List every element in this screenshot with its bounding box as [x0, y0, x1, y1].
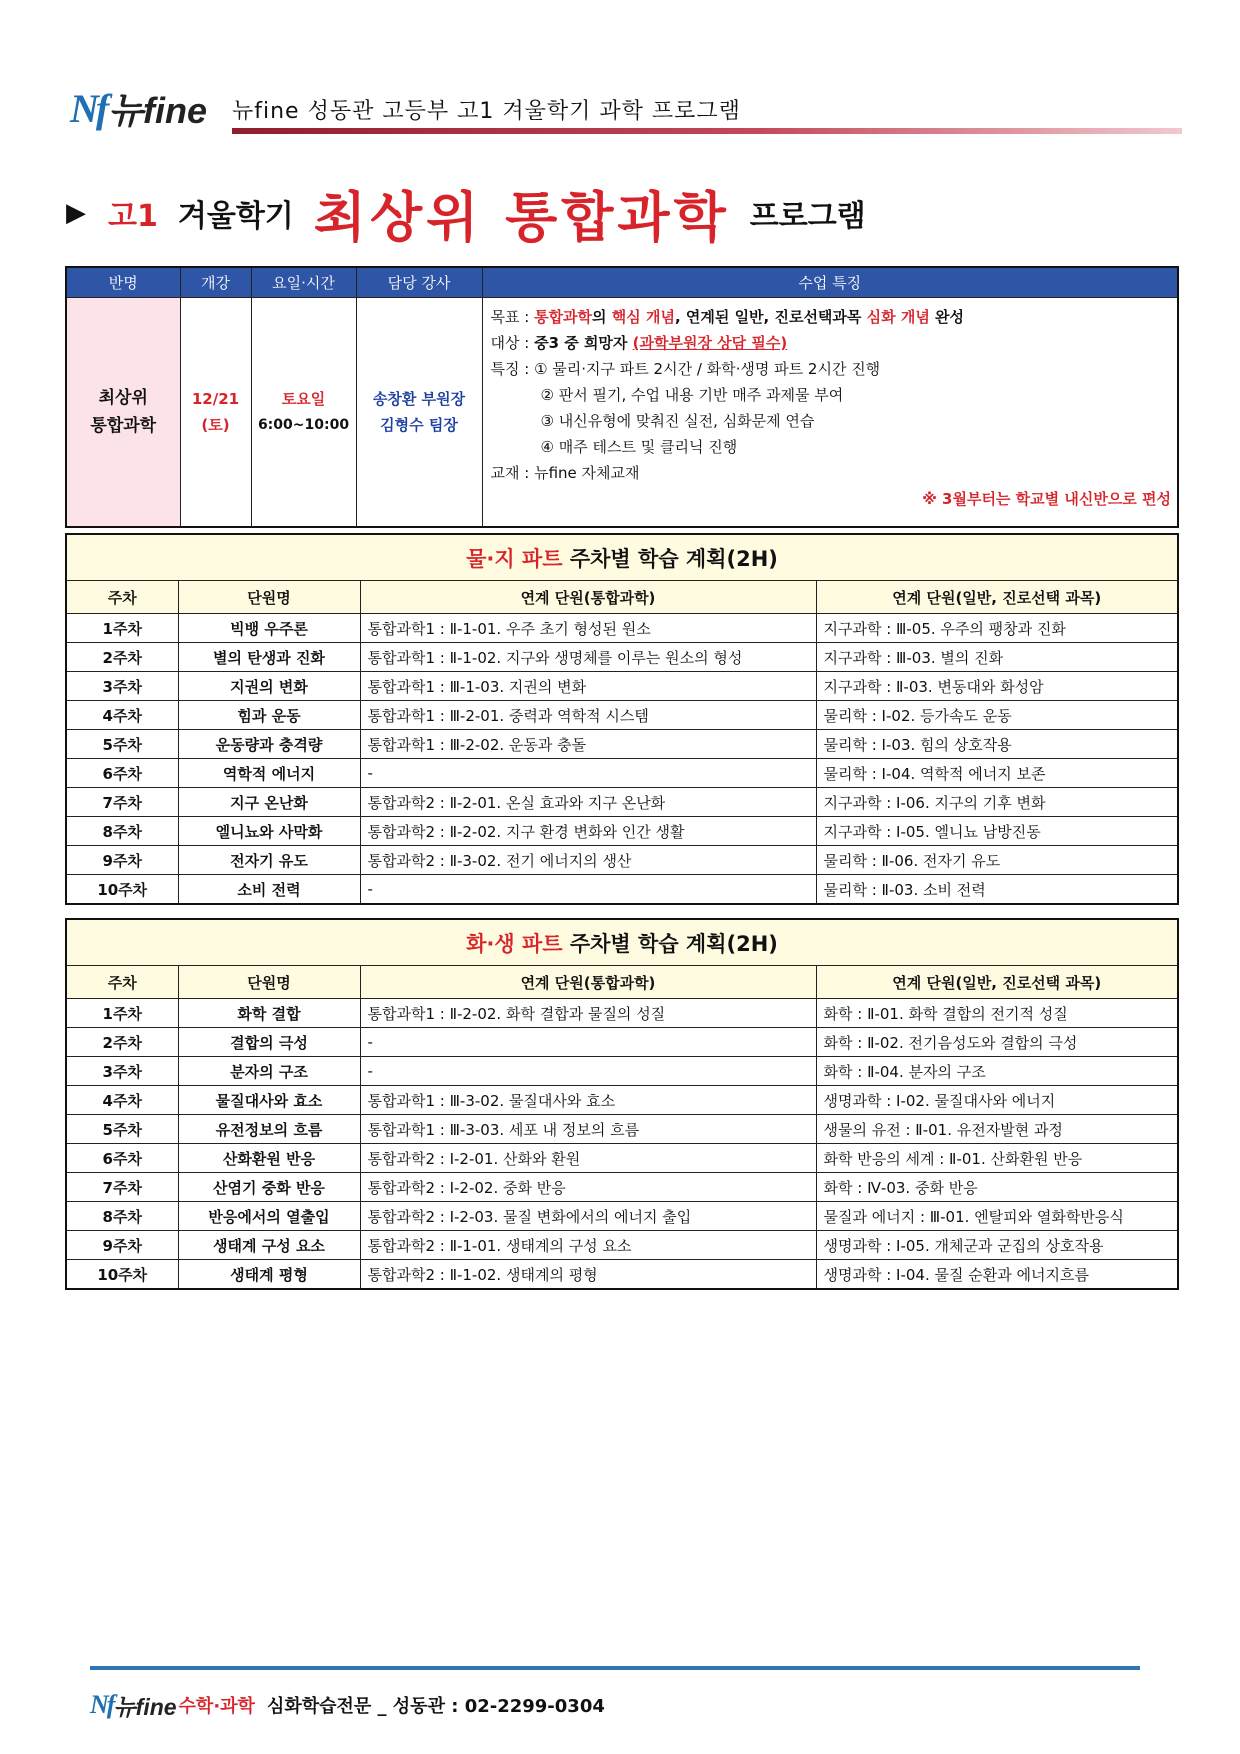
title-program: 프로그램	[749, 199, 866, 234]
link-elective-cell: 생명과학 : Ⅰ-04. 물질 순환과 에너지흐름	[816, 1260, 1178, 1290]
footer-logo-mark: Nf	[90, 1690, 114, 1719]
unit-cell: 소비 전력	[178, 875, 360, 905]
table-row	[66, 672, 1178, 701]
table-row	[66, 614, 1178, 643]
link-integrated-cell: 통합과학1 : Ⅲ-3-03. 세포 내 정보의 흐름	[360, 1115, 816, 1144]
link-integrated-cell: -	[360, 1057, 816, 1086]
feature-item-1: 특징 : ① 물리·지구 파트 2시간 / 화학·생명 파트 2시간 진행	[490, 360, 881, 378]
unit-cell: 유전정보의 흐름	[178, 1115, 360, 1144]
header-start: 개강	[180, 267, 251, 298]
col-link-integrated: 연계 단원(통합과학)	[360, 966, 816, 999]
link-integrated-cell: 통합과학2 : Ⅱ-2-02. 지구 환경 변화와 인간 생활	[360, 817, 816, 846]
footer-subject: 수학·과학	[178, 1696, 255, 1717]
unit-cell: 반응에서의 열출입	[178, 1202, 360, 1231]
table-row	[66, 1144, 1178, 1173]
link-integrated-cell: 통합과학2 : Ⅰ-2-01. 산화와 환원	[360, 1144, 816, 1173]
unit-cell: 지구 온난화	[178, 788, 360, 817]
unit-cell: 산화환원 반응	[178, 1144, 360, 1173]
link-elective-cell: 지구과학 : Ⅰ-05. 엘니뇨 남방진동	[816, 817, 1178, 846]
col-link-elective: 연계 단원(일반, 진로선택 과목)	[816, 966, 1178, 999]
link-integrated-cell: 통합과학1 : Ⅱ-1-01. 우주 초기 형성된 원소	[360, 614, 816, 643]
table-row	[66, 1231, 1178, 1260]
link-integrated-cell: 통합과학1 : Ⅲ-2-01. 중력과 역학적 시스템	[360, 701, 816, 730]
col-link-elective: 연계 단원(일반, 진로선택 과목)	[816, 581, 1178, 614]
chemistry-plan-title: 화·생 파트 주차별 학습 계획(2H)	[66, 919, 1178, 966]
week-cell: 7주차	[66, 788, 178, 817]
link-elective-cell: 물리학 : Ⅱ-03. 소비 전력	[816, 875, 1178, 905]
col-link-integrated: 연계 단원(통합과학)	[360, 581, 816, 614]
col-week: 주차	[66, 581, 178, 614]
link-elective-cell: 생명과학 : Ⅰ-02. 물질대사와 에너지	[816, 1086, 1178, 1115]
table-row	[66, 643, 1178, 672]
feature-item-3: ③ 내신유형에 맞춰진 실전, 심화문제 연습	[540, 412, 815, 430]
link-elective-cell: 물질과 에너지 : Ⅲ-01. 엔탈피와 열화학반응식	[816, 1202, 1178, 1231]
table-row	[66, 1028, 1178, 1057]
logo-mark: Nf	[70, 85, 107, 131]
feature-goal: 목표 : 통합과학의 핵심 개념, 연계된 일반, 진로선택과목 심화 개념 완성	[490, 308, 965, 326]
col-unit: 단원명	[178, 581, 360, 614]
week-cell: 6주차	[66, 1144, 178, 1173]
unit-cell: 분자의 구조	[178, 1057, 360, 1086]
link-integrated-cell: -	[360, 759, 816, 788]
week-cell: 10주차	[66, 875, 178, 905]
link-elective-cell: 물리학 : Ⅱ-06. 전자기 유도	[816, 846, 1178, 875]
unit-cell: 별의 탄생과 진화	[178, 643, 360, 672]
table-row	[66, 730, 1178, 759]
table-row	[66, 1086, 1178, 1115]
footer-divider	[90, 1666, 1140, 1670]
week-cell: 2주차	[66, 1028, 178, 1057]
unit-cell: 엘니뇨와 사막화	[178, 817, 360, 846]
week-cell: 10주차	[66, 1260, 178, 1290]
link-integrated-cell: 통합과학2 : Ⅱ-1-01. 생태계의 구성 요소	[360, 1231, 816, 1260]
week-cell: 3주차	[66, 1057, 178, 1086]
table-row	[66, 1260, 1178, 1290]
week-cell: 6주차	[66, 759, 178, 788]
schedule-cell: 토요일 6:00~10:00	[251, 298, 356, 528]
link-elective-cell: 물리학 : Ⅰ-04. 역학적 에너지 보존	[816, 759, 1178, 788]
chemistry-plan-table	[65, 918, 1179, 1290]
unit-cell: 생태계 구성 요소	[178, 1231, 360, 1260]
link-elective-cell: 화학 : Ⅱ-01. 화학 결합의 전기적 성질	[816, 999, 1178, 1028]
link-elective-cell: 지구과학 : Ⅱ-03. 변동대와 화성암	[816, 672, 1178, 701]
table-row	[66, 1115, 1178, 1144]
header-title: 뉴fine 성동관 고등부 고1 겨울학기 과학 프로그램	[232, 99, 741, 124]
feature-textbook: 교재 : 뉴fine 자체교재	[490, 464, 640, 482]
link-elective-cell: 화학 : Ⅳ-03. 중화 반응	[816, 1173, 1178, 1202]
week-cell: 5주차	[66, 730, 178, 759]
week-cell: 9주차	[66, 846, 178, 875]
table-row	[66, 846, 1178, 875]
link-integrated-cell: 통합과학2 : Ⅱ-3-02. 전기 에너지의 생산	[360, 846, 816, 875]
unit-cell: 지권의 변화	[178, 672, 360, 701]
feature-note: ※ 3월부터는 학교별 내신반으로 편성	[922, 490, 1171, 508]
header-teacher: 담당 강사	[356, 267, 482, 298]
link-elective-cell: 생물의 유전 : Ⅱ-01. 유전자발현 과정	[816, 1115, 1178, 1144]
teacher-cell: 송창환 부원장 김형수 팀장	[356, 298, 482, 528]
link-elective-cell: 물리학 : Ⅰ-03. 힘의 상호작용	[816, 730, 1178, 759]
table-row	[66, 1057, 1178, 1086]
unit-cell: 운동량과 충격량	[178, 730, 360, 759]
week-cell: 9주차	[66, 1231, 178, 1260]
feature-item-4: ④ 매주 테스트 및 클리닉 진행	[540, 438, 738, 456]
link-integrated-cell: 통합과학2 : Ⅱ-2-01. 온실 효과와 지구 온난화	[360, 788, 816, 817]
week-cell: 7주차	[66, 1173, 178, 1202]
link-elective-cell: 화학 : Ⅱ-04. 분자의 구조	[816, 1057, 1178, 1086]
table-row	[66, 875, 1178, 905]
link-elective-cell: 지구과학 : Ⅲ-05. 우주의 팽창과 진화	[816, 614, 1178, 643]
header-class: 반명	[66, 267, 180, 298]
title-course: 최상위 통합과학	[313, 185, 730, 249]
class-name-cell: 최상위 통합과학	[66, 298, 180, 528]
week-cell: 3주차	[66, 672, 178, 701]
table-row	[66, 817, 1178, 846]
link-elective-cell: 지구과학 : Ⅰ-06. 지구의 기후 변화	[816, 788, 1178, 817]
week-cell: 2주차	[66, 643, 178, 672]
footer	[90, 1688, 605, 1722]
unit-cell: 생태계 평형	[178, 1260, 360, 1290]
unit-cell: 힘과 운동	[178, 701, 360, 730]
table-row	[66, 999, 1178, 1028]
table-row	[66, 759, 1178, 788]
unit-cell: 물질대사와 효소	[178, 1086, 360, 1115]
link-integrated-cell: 통합과학1 : Ⅲ-2-02. 운동과 충돌	[360, 730, 816, 759]
logo-text: 뉴fine	[108, 89, 207, 131]
brand-logo	[70, 86, 207, 130]
course-info-table	[65, 266, 1179, 528]
link-elective-cell: 화학 : Ⅱ-02. 전기음성도와 결합의 극성	[816, 1028, 1178, 1057]
week-cell: 1주차	[66, 999, 178, 1028]
week-cell: 5주차	[66, 1115, 178, 1144]
col-week: 주차	[66, 966, 178, 999]
link-integrated-cell: 통합과학2 : Ⅰ-2-02. 중화 반응	[360, 1173, 816, 1202]
link-elective-cell: 화학 반응의 세계 : Ⅱ-01. 산화환원 반응	[816, 1144, 1178, 1173]
col-unit: 단원명	[178, 966, 360, 999]
link-integrated-cell: 통합과학1 : Ⅲ-3-02. 물질대사와 효소	[360, 1086, 816, 1115]
footer-logo-text: 뉴fine	[113, 1693, 177, 1720]
table-row	[66, 1202, 1178, 1231]
unit-cell: 전자기 유도	[178, 846, 360, 875]
week-cell: 8주차	[66, 1202, 178, 1231]
physics-plan-table	[65, 533, 1179, 905]
page-title	[66, 178, 866, 248]
header-divider	[232, 128, 1182, 134]
unit-cell: 결합의 극성	[178, 1028, 360, 1057]
link-integrated-cell: 통합과학2 : Ⅱ-1-02. 생태계의 평형	[360, 1260, 816, 1290]
table-row	[66, 1173, 1178, 1202]
title-arrow-icon: ▶	[66, 198, 86, 228]
footer-contact: 심화학습전문 _ 성동관 : 02-2299-0304	[266, 1696, 605, 1717]
start-date-cell: 12/21 (토)	[180, 298, 251, 528]
link-integrated-cell: -	[360, 875, 816, 905]
header-features: 수업 특징	[482, 267, 1178, 298]
unit-cell: 화학 결합	[178, 999, 360, 1028]
header-schedule: 요일·시간	[251, 267, 356, 298]
title-grade: 고1	[108, 199, 158, 234]
unit-cell: 산염기 중화 반응	[178, 1173, 360, 1202]
features-cell	[482, 298, 1178, 528]
physics-plan-title: 물·지 파트 주차별 학습 계획(2H)	[66, 534, 1178, 581]
feature-item-2: ② 판서 필기, 수업 내용 기반 매주 과제물 부여	[540, 386, 844, 404]
link-elective-cell: 물리학 : Ⅰ-02. 등가속도 운동	[816, 701, 1178, 730]
feature-target: 대상 : 중3 중 희망자 (과학부원장 상담 필수)	[490, 334, 788, 352]
week-cell: 4주차	[66, 1086, 178, 1115]
week-cell: 1주차	[66, 614, 178, 643]
link-elective-cell: 지구과학 : Ⅲ-03. 별의 진화	[816, 643, 1178, 672]
unit-cell: 빅뱅 우주론	[178, 614, 360, 643]
link-integrated-cell: 통합과학1 : Ⅱ-2-02. 화학 결합과 물질의 성질	[360, 999, 816, 1028]
link-integrated-cell: 통합과학1 : Ⅲ-1-03. 지권의 변화	[360, 672, 816, 701]
week-cell: 4주차	[66, 701, 178, 730]
week-cell: 8주차	[66, 817, 178, 846]
link-integrated-cell: -	[360, 1028, 816, 1057]
link-integrated-cell: 통합과학1 : Ⅱ-1-02. 지구와 생명체를 이루는 원소의 형성	[360, 643, 816, 672]
table-row	[66, 788, 1178, 817]
title-term: 겨울학기	[177, 199, 294, 234]
table-row	[66, 701, 1178, 730]
link-elective-cell: 생명과학 : Ⅰ-05. 개체군과 군집의 상호작용	[816, 1231, 1178, 1260]
link-integrated-cell: 통합과학2 : Ⅰ-2-03. 물질 변화에서의 에너지 출입	[360, 1202, 816, 1231]
unit-cell: 역학적 에너지	[178, 759, 360, 788]
